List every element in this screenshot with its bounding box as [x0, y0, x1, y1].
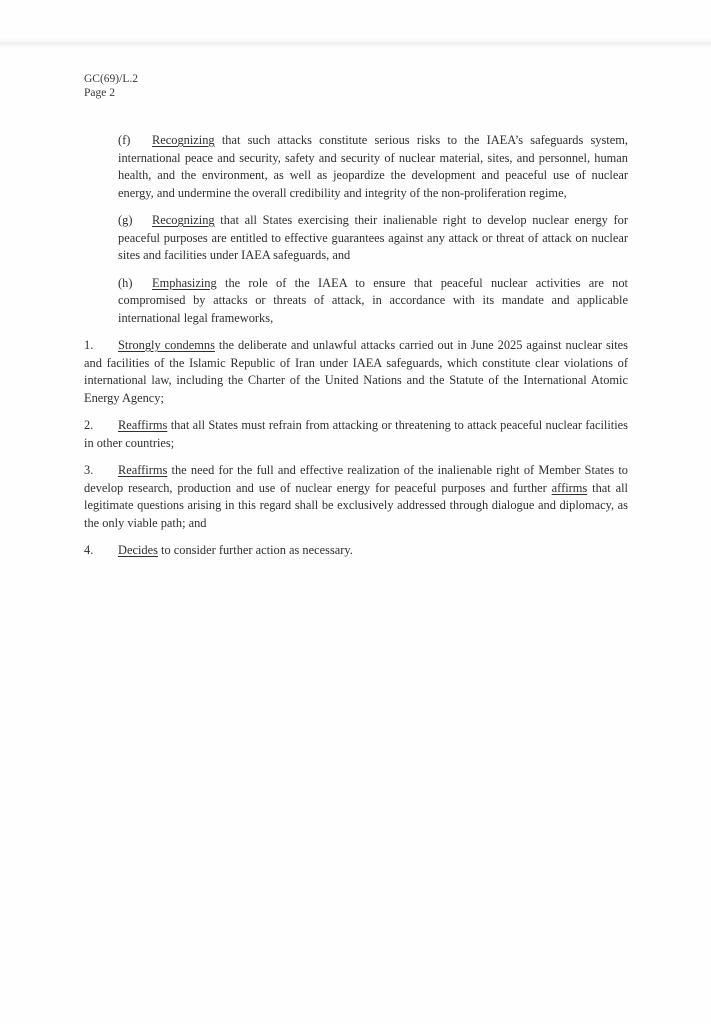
paragraph-label-h: (h)	[118, 275, 133, 290]
page-top-edge-shadow	[0, 38, 711, 50]
underlined-term: affirms	[551, 480, 588, 495]
document-header	[84, 72, 628, 100]
paragraph-label-op4: 4.	[84, 543, 94, 557]
paragraph-op4	[84, 542, 628, 560]
document-body	[84, 132, 628, 560]
underlined-term: Decides	[118, 543, 158, 557]
underlined-term: Reaffirms	[118, 418, 168, 432]
paragraph-g	[84, 212, 628, 265]
paragraph-label-op1: 1.	[84, 338, 94, 352]
paragraph-text: to consider further action as necessary.	[157, 543, 353, 557]
underlined-term: Recognizing	[152, 213, 215, 227]
paragraph-op2	[84, 417, 628, 452]
paragraph-op3	[84, 462, 628, 532]
paragraph-label-f: (f)	[118, 133, 131, 147]
paragraph-text: that such attacks constitute serious risks to the IAEA’s safeguards system, international peace and security, safety and security of nuclear material, sites, and personnel, human health, and the environment, as well as jeopardize the development and peaceful use of nuclear energy, and undermine the overall credibility and integrity of the non-proliferation regime,	[118, 133, 628, 200]
document-reference: GC(69)/L.2	[84, 73, 138, 85]
page-number-label: Page 2	[84, 87, 115, 99]
paragraph-label-op2: 2.	[84, 418, 94, 432]
document-content	[84, 72, 628, 570]
paragraph-f	[84, 132, 628, 202]
paragraph-op1	[84, 337, 628, 407]
underlined-term: Recognizing	[152, 133, 215, 147]
paragraph-label-op3: 3.	[84, 463, 94, 477]
paragraph-text: that all States exercising their inalienable right to develop nuclear energy for peaceful purposes are entitled to effective guarantees against any attack or threat of attack on nuclear sites and facilities under IAEA safeguards, and	[118, 213, 628, 262]
paragraph-text: that all legitimate questions arising in this regard shall be exclusively addressed through dialogue and diplomacy, as the only viable path; and	[84, 480, 628, 530]
paragraph-label-g: (g)	[118, 213, 133, 227]
underlined-term: Strongly condemns	[118, 338, 215, 352]
paragraph-text: the role of the IAEA to ensure that peaceful nuclear activities are not compromised by attacks or threats of attack, in accordance with its mandate and applicable international legal frameworks,	[118, 275, 628, 325]
underlined-term: Emphasizing	[152, 275, 217, 290]
paragraph-text: the deliberate and unlawful attacks carried out in June 2025 against nuclear sites and facilities of the Islamic Republic of Iran under IAEA safeguards, which constitute clear violations of international law, including the Charter of the United Nations and the Statute of the International Atomic Energy Agency;	[84, 338, 628, 405]
paragraph-text: the need for the full and effective realization of the inalienable right of Member States to develop research, production and use of nuclear energy for peaceful purposes and further	[84, 463, 628, 495]
underlined-term: Reaffirms	[118, 463, 168, 477]
paragraph-text: that all States must refrain from attacking or threatening to attack peaceful nuclear facilities in other countries;	[84, 418, 628, 450]
paragraph-h	[84, 275, 628, 328]
